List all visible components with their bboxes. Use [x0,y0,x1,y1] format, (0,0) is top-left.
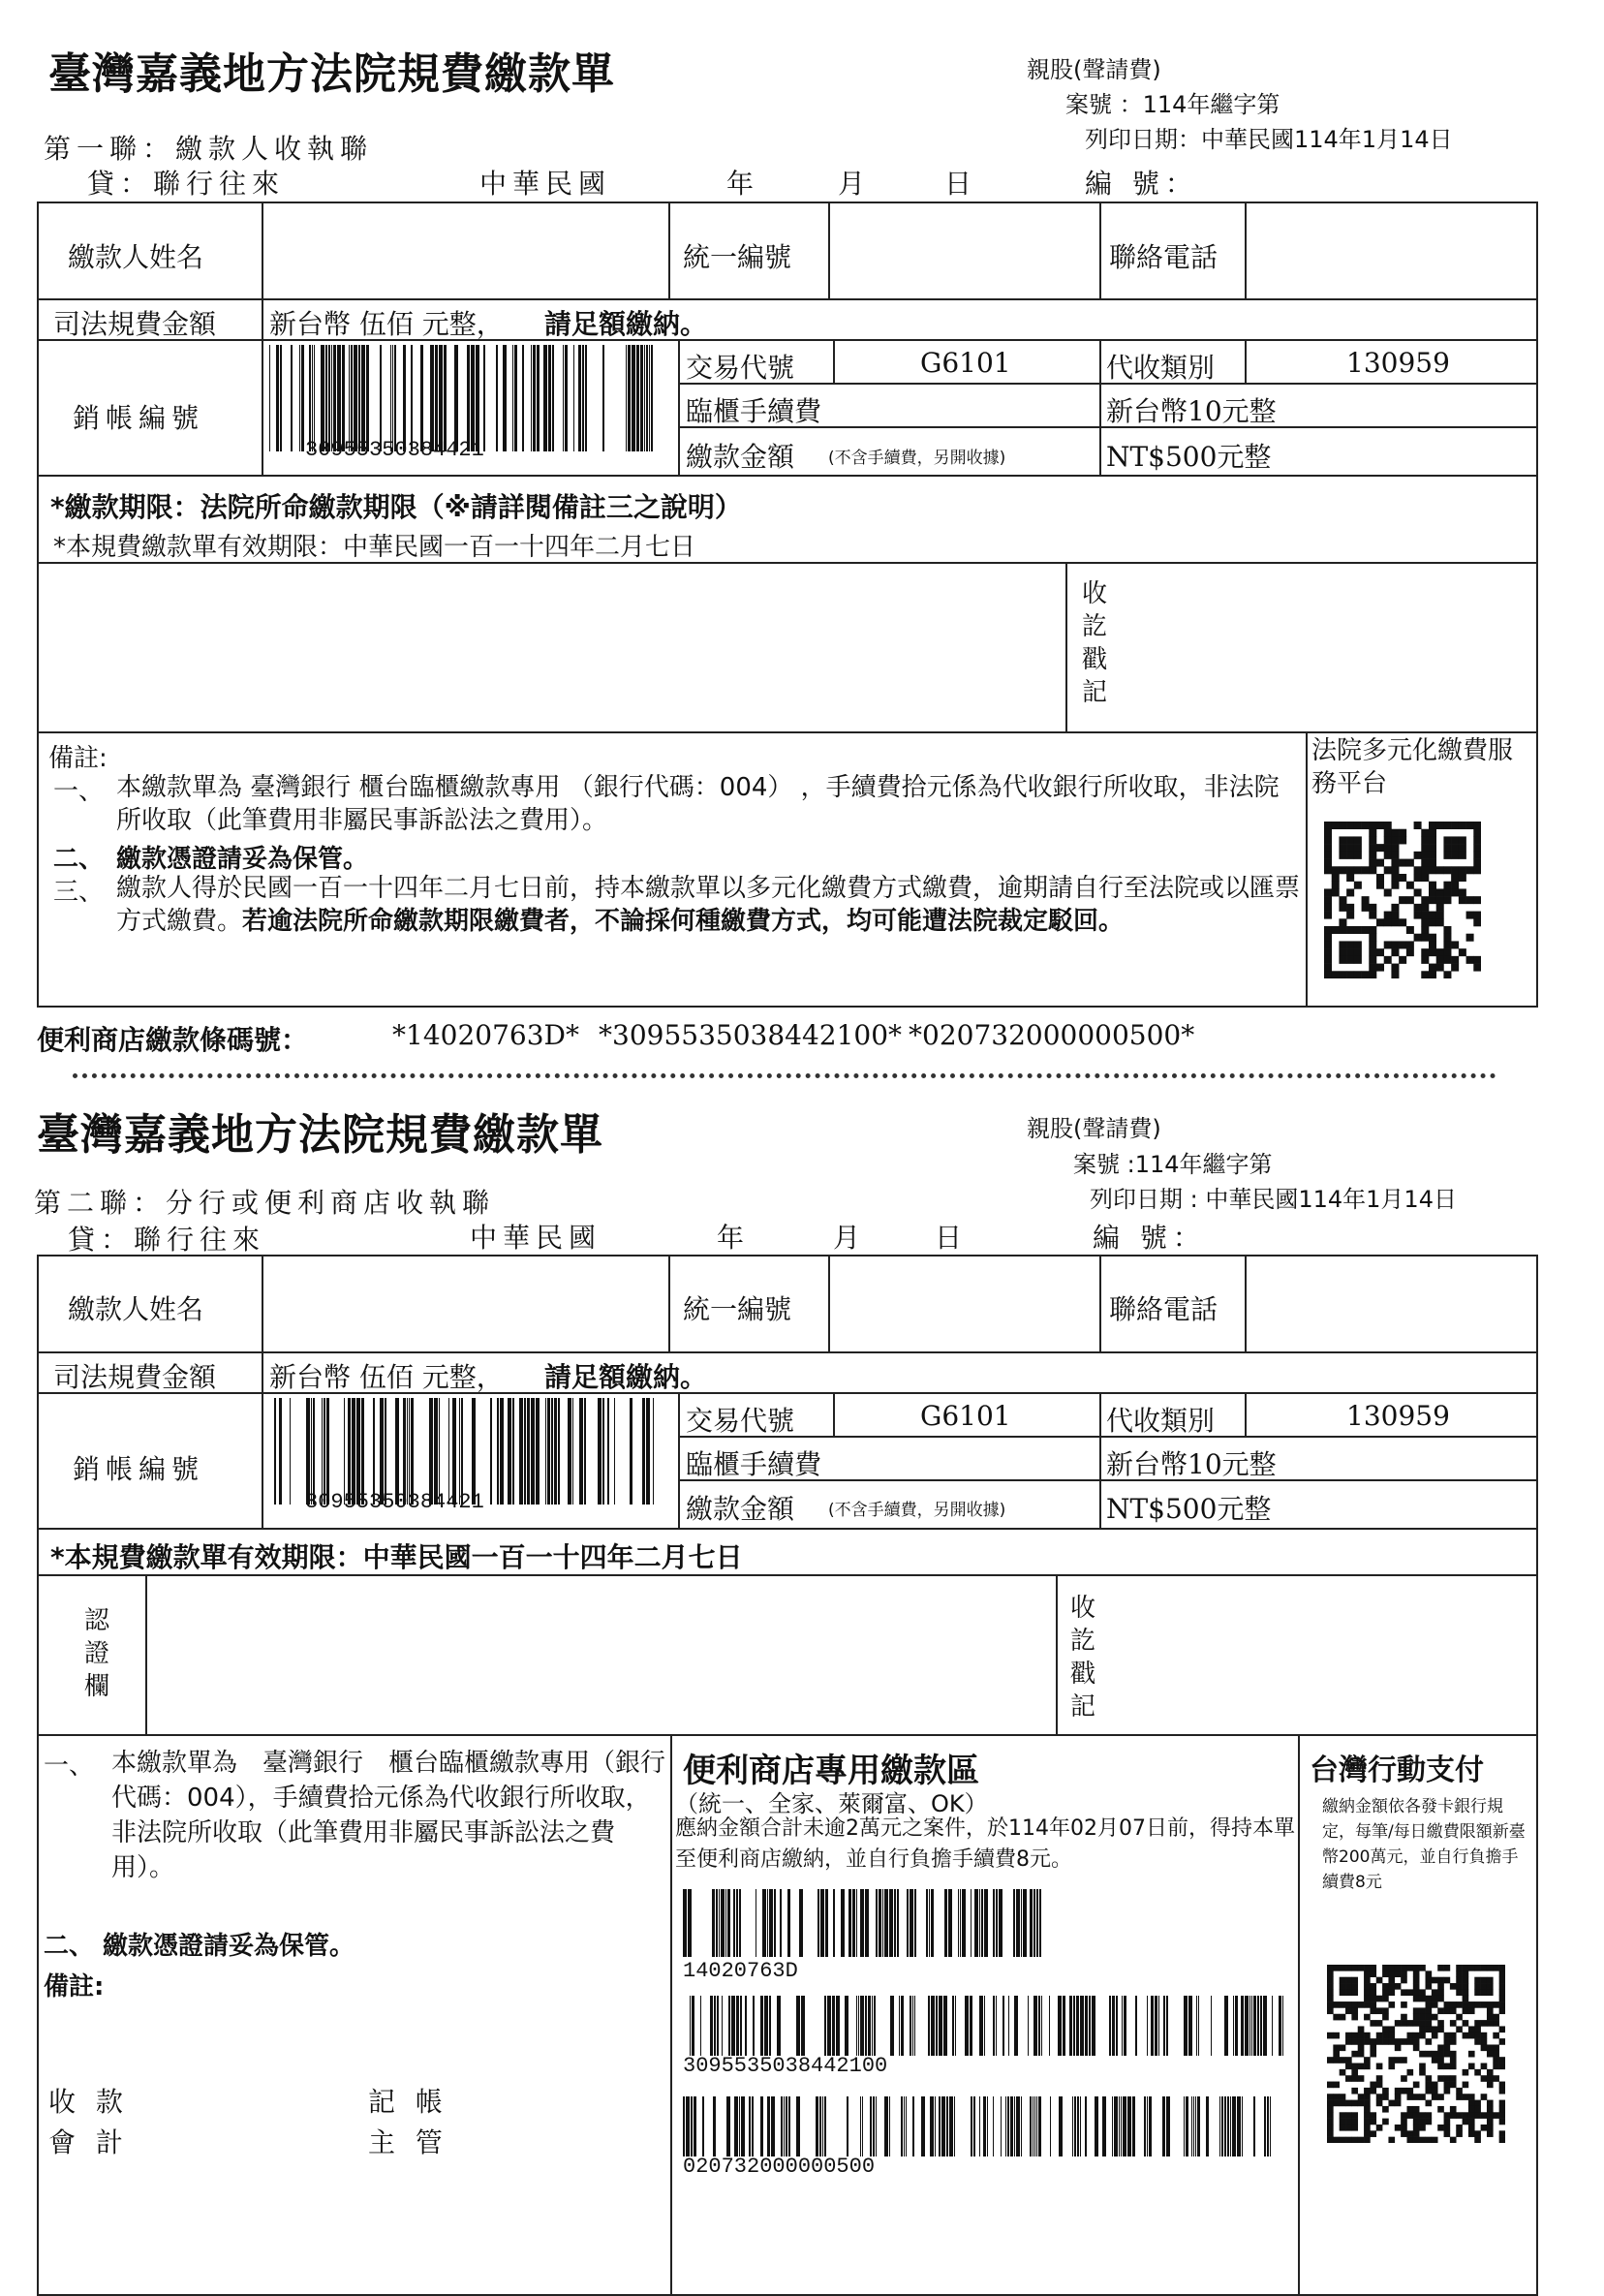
slip1-remark2: 繳款憑證請妥為保管。 [116,845,369,874]
slip1-account-barcode-number: 30955350384421 [305,438,484,462]
slip2-year-label: 年 [717,1222,745,1254]
slip1-platform-label: 法院多元化繳費服務平台 [1311,736,1514,798]
slip2-store-barcode-1-number: 14020763D [683,1959,798,1983]
slip2-account-barcode [269,1398,657,1505]
slip2-sign-receive: 收 款 [48,2086,129,2118]
slip2-pay-amount-sub: (不含手續費，另開收據) [828,1501,1006,1520]
slip1-remark1-num: 一、 [53,777,105,806]
slip2-store-barcode-3 [683,2096,1283,2156]
slip2-store-barcode-2 [683,1996,1283,2056]
slip2-remark2: 二、 繳款憑證請妥為保管。 [44,1932,355,1961]
slip2-remark1: 本繳款單為 臺灣銀行 櫃台臨櫃繳款專用（銀行代碼：004），手續費拾元係為代收銀行所收取，非法院所收取（此筆費用非屬民事訴訟法之費用）。 [111,1749,666,1882]
slip2-serial-label: 編 號： [1093,1222,1206,1254]
slip2-cert-field: 認 證 欄 [83,1606,109,1701]
slip1-pay-amount-label: 繳款金額 [686,441,795,473]
slip1-pay-amount-sub: (不含手續費，另開收據) [828,449,1006,468]
slip2-phone-label: 聯絡電話 [1109,1293,1218,1325]
slip1-month-label: 月 [838,168,866,200]
slip2-store-area-title: 便利商店專用繳款區 [683,1752,979,1790]
slip2-sign-supervisor: 主 管 [368,2126,448,2158]
slip1-copy-label: 第一聯：繳款人收執聯 [44,133,374,165]
slip1-case-no: 案號 ：114年繼字第 [1065,91,1280,118]
slip2-counter-fee-label: 臨櫃手續費 [686,1448,822,1480]
slip1-payer-name-label: 繳款人姓名 [68,241,204,273]
slip2-receipt-stamp: 收 訖 戳 記 [1069,1594,1095,1722]
slip2-print-date: 列印日期 : 中華民國114年1月14日 [1090,1186,1457,1213]
slip2-remarks-title: 備註: [44,1972,105,2001]
slip2-month-label: 月 [833,1222,861,1254]
slip1-remark3: 繳款人得於民國一百一十四年二月七日前，持本繳款單以多元化繳費方式繳費，逾期請自行至法院或以匯票方式繳費。若逾法院所命繳款期限繳費者，不論採何種繳費方式，均可能遭法院裁定駁回。 [116,874,1301,936]
slip2-account-no-label: 銷帳編號 [73,1453,205,1485]
slip1-division: 親股(聲請費) [1027,56,1161,83]
slip1-deadline: *繳款期限：法院所命繳款期限（※請詳閱備註三之說明） [50,491,742,523]
slip2-txn-code-label: 交易代號 [686,1405,795,1437]
slip1-title: 臺灣嘉義地方法院規費繳款單 [48,49,615,99]
slip1-year-label: 年 [726,168,755,200]
slip2-division: 親股(聲請費) [1027,1115,1161,1142]
slip1-store-code-1: *14020763D* [392,1019,579,1051]
slip2-title: 臺灣嘉義地方法院規費繳款單 [37,1110,603,1160]
slip2-remark1-num: 一、 [44,1752,95,1781]
slip1-txn-code-value: G6101 [920,347,1011,379]
slip1-print-date: 列印日期：中華民國114年1月14日 [1085,126,1453,153]
slip1-fee-amount-note: 請足額繳納。 [544,308,708,340]
slip2-txn-code-value: G6101 [920,1400,1011,1432]
slip2-fee-amount-label: 司法規費金額 [53,1361,217,1393]
slip1-account-barcode [269,345,657,451]
slip2-tax-id-label: 統一編號 [683,1293,792,1325]
slip1-remark3-num: 三、 [53,878,105,907]
slip2-copy-label: 第二聯：分行或便利商店收執聯 [34,1187,496,1219]
slip1-store-code-2: *3095535038442100* [599,1019,903,1051]
slip2-store-barcode-3-number: 020732000000500 [683,2155,876,2179]
slip1-platform-qr-code[interactable] [1324,822,1481,978]
slip1-remark1: 本繳款單為 臺灣銀行 櫃台臨櫃繳款專用 （銀行代碼：004） ，手續費拾元係為代收銀行所收取，非法院所收取（此筆費用非屬民事訴訟法之費用）。 [116,773,1280,835]
slip2-validity: *本規費繳款單有效期限：中華民國一百一十四年二月七日 [50,1541,743,1573]
slip2-sign-account: 會 計 [48,2126,129,2158]
slip2-case-no: 案號 :114年繼字第 [1073,1151,1273,1178]
slip1-pay-amount-value: NT$500元整 [1106,441,1272,473]
slip1-store-code-3: *020732000000500* [909,1019,1195,1051]
slip2-account-barcode-number: 30955350384421 [305,1490,484,1514]
slip1-remark2-num: 二、 [53,845,105,874]
slip2-pay-amount-value: NT$500元整 [1106,1493,1272,1525]
slip1-remarks-title: 備註: [48,744,108,773]
slip1-fee-amount-value: 新台幣 伍佰 元整， [269,308,504,340]
slip1-counter-fee-label: 臨櫃手續費 [686,395,822,427]
slip1-roc-label: 中華民國 [479,168,612,200]
slip2-store-area-sub: （統一、全家、萊爾富、OK） [675,1790,988,1817]
slip1-collect-type-label: 代收類別 [1106,352,1216,384]
slip1-fee-amount-label: 司法規費金額 [53,308,217,340]
slip2-fee-amount-note: 請足額繳納。 [544,1361,708,1393]
slip1-store-barcodes-label: 便利商店繳款條碼號： [37,1024,309,1056]
slip1-txn-code-label: 交易代號 [686,352,795,384]
slip2-store-barcode-2-number: 3095535038442100 [683,2054,888,2078]
slip2-payer-name-label: 繳款人姓名 [68,1293,204,1325]
slip1-day-label: 日 [944,168,972,200]
slip2-debit-label: 貸：聯行往來 [68,1224,266,1256]
slip1-serial-label: 編 號： [1085,168,1198,200]
slip2-counter-fee-value: 新台幣10元整 [1106,1448,1277,1480]
slip2-day-label: 日 [935,1222,963,1254]
slip2-pay-amount-label: 繳款金額 [686,1493,795,1525]
slip1-counter-fee-value: 新台幣10元整 [1106,395,1277,427]
slip2-sign-record: 記 帳 [368,2086,448,2118]
slip2-mobile-pay-qr-code[interactable] [1327,1965,1505,2143]
slip1-account-no-label: 銷帳編號 [73,402,205,434]
slip2-mobile-pay-desc: 繳納金額依各發卡銀行規定，每筆/每日繳費限額新臺幣200萬元，並自行負擔手續費8元 [1322,1797,1526,1892]
tear-off-line [73,1073,1496,1078]
slip1-debit-label: 貸：聯行往來 [87,168,286,200]
slip2-store-barcode-1 [683,1889,1041,1957]
slip2-mobile-pay-title: 台灣行動支付 [1310,1753,1484,1787]
slip2-collect-type-value: 130959 [1346,1400,1450,1432]
slip2-fee-amount-value: 新台幣 伍佰 元整， [269,1361,504,1393]
slip1-phone-label: 聯絡電話 [1109,241,1218,273]
slip2-collect-type-label: 代收類別 [1106,1405,1216,1437]
slip2-store-area-desc: 應納金額合計未逾2萬元之案件，於114年02月07日前，得持本單至便利商店繳納，並自行負擔手續費8元。 [675,1816,1295,1872]
slip1-collect-type-value: 130959 [1346,347,1450,379]
slip1-validity: *本規費繳款單有效期限：中華民國一百一十四年二月七日 [53,533,696,562]
slip2-roc-label: 中華民國 [470,1222,602,1254]
slip1-receipt-stamp: 收 訖 戳 記 [1081,579,1107,707]
slip1-tax-id-label: 統一編號 [683,241,792,273]
